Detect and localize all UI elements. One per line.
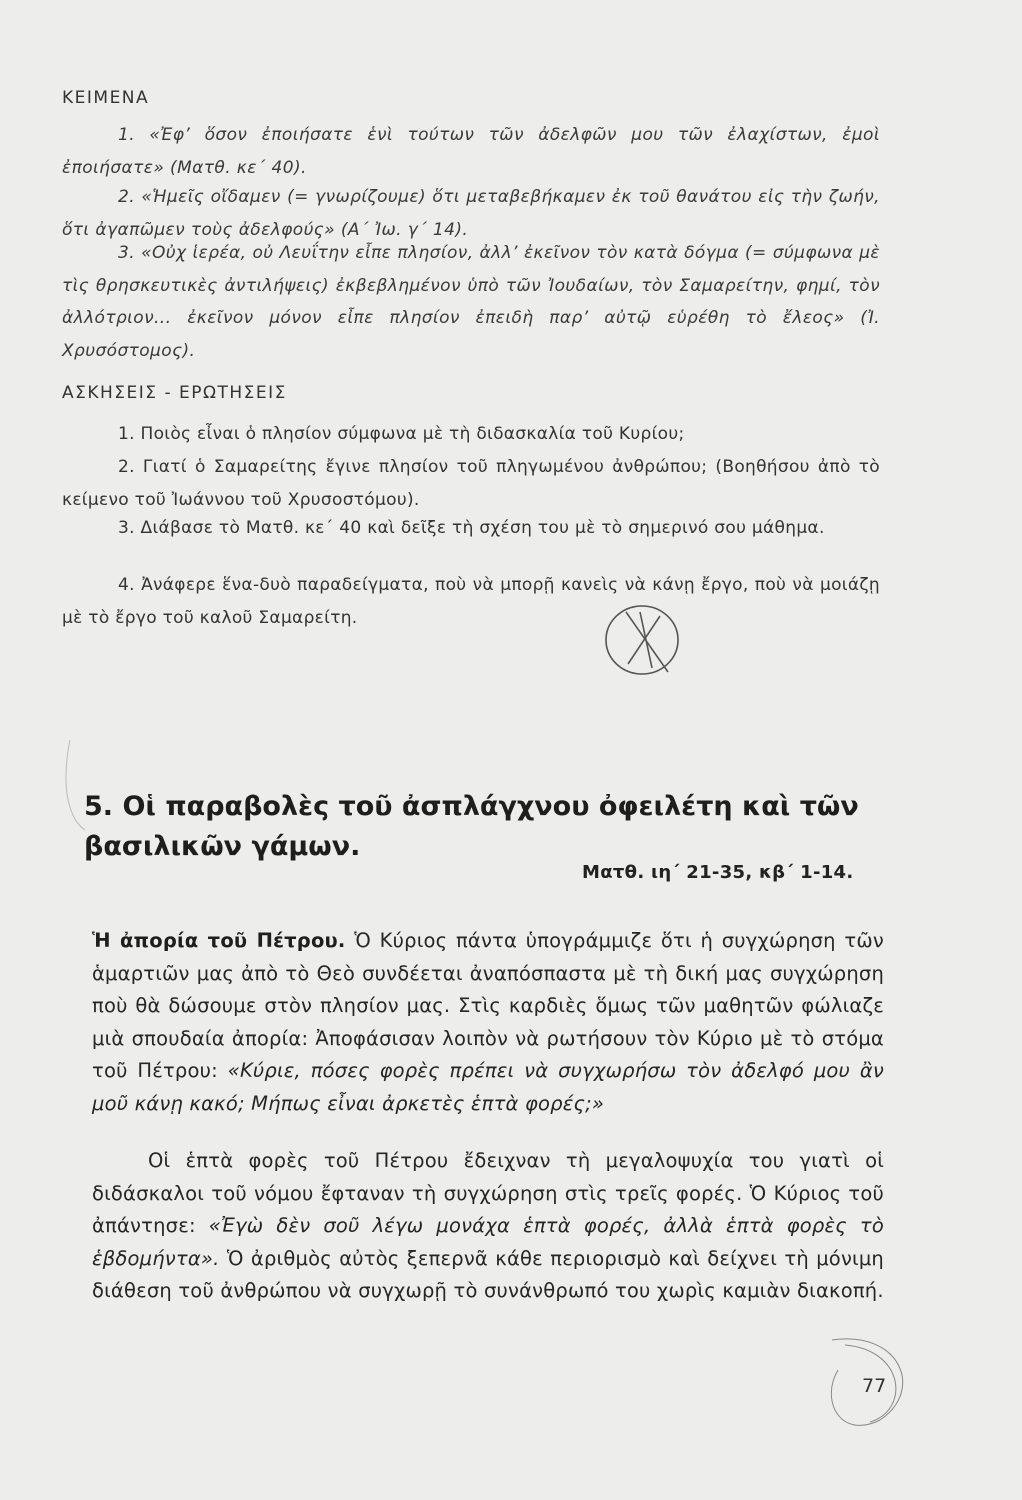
text-item-2: 2. «Ἡμεῖς οἴδαμεν (= γνωρίζουμε) ὅτι μεταβεβήκαμεν ἐκ τοῦ θανάτου εἰς τὴν ζωήν, ὅτι ἀγαπῶμεν τοὺς ἀδελφούς» (Α΄ Ἰω. γ΄ 14). <box>62 187 880 240</box>
exercise-item-3: 3. Διάβασε τὸ Ματθ. κε΄ 40 καὶ δεῖξε τὴ σχέση του μὲ τὸ σημερινό σου μάθημα. <box>118 518 825 538</box>
paragraph-text: Ὁ Κύριος πάντα ὑπογράμμιζε ὅτι ἡ συγχώρηση τῶν ἁμαρτιῶν μας ἀπὸ τὸ Θεὸ συνδέεται ἀναπόσπαστα μὲ τὴ δική μας συγχώρηση ποὺ θὰ δώσουμε στὸν πλησίον μας. Στὶς καρδιὲς ὅμως τῶν μαθητῶν φώλιαζε μιὰ σπουδαία ἀπορία: Ἀποφάσισαν λοιπὸν νὰ ρωτήσουν τὸν Κύριο μὲ τὸ στόμα τοῦ Πέτρου: <box>92 929 884 1082</box>
peter-quote: «Κύριε, πόσες φορὲς πρέπει νὰ συγχωρήσω τὸν ἀδελφό μου ἂν μοῦ κάνῃ κακό; Μήπως εἶναι ἀρκετὲς ἑπτὰ φορές;» <box>92 1059 885 1115</box>
paragraph-text-continued: Ὁ ἀριθμὸς αὐτὸς ξεπερνᾶ κάθε περιορισμὸ καὶ δείχνει τὴ μόνιμη διάθεση τοῦ ἀνθρώπου νὰ συγχωρῇ τὸ συνάνθρωπό του χωρὶς καμιὰν διακοπή. <box>92 1246 884 1302</box>
exercise-item-1: 1. Ποιὸς εἶναι ὁ πλησίον σύμφωνα μὲ τὴ διδασκαλία τοῦ Κυρίου; <box>118 424 685 444</box>
lord-quote: «Ἐγὼ δὲν σοῦ λέγω μονάχα ἑπτὰ φορές, ἀλλὰ ἑπτὰ φορὲς τὸ ἑβδομήντα». <box>92 1214 884 1270</box>
chapter-title: 5. Οἱ παραβολὲς τοῦ ἀσπλάγχνου ὀφειλέτη καὶ τῶν βασιλικῶν γάμων. <box>84 791 859 862</box>
margin-scribble-icon <box>66 740 85 830</box>
paragraph-lead: Ἡ ἀπορία τοῦ Πέτρου. <box>92 929 346 952</box>
exercise-item-4: 4. Ἀνάφερε ἕνα-δυὸ παραδείγματα, ποὺ νὰ μπορῇ κανεὶς νὰ κάνῃ ἔργο, ποὺ νὰ μοιάζῃ μὲ τὸ ἔργο τοῦ καλοῦ Σαμαρείτη. <box>62 575 880 628</box>
paragraph-text: Οἱ ἑπτὰ φορὲς τοῦ Πέτρου ἔδειχναν τὴ μεγαλοψυχία του γιατὶ οἱ διδάσκαλοι τοῦ νόμου ἔφταναν τὴ συγχώρηση στὶς τρεῖς φορές. Ὁ Κύριος τοῦ ἀπάντησε: <box>92 1149 884 1237</box>
exercise-item-2: 2. Γιατί ὁ Σαμαρείτης ἔγινε πλησίον τοῦ πληγωμένου ἀνθρώπου; (Βοηθήσου ἀπὸ τὸ κείμενο τοῦ Ἰωάννου τοῦ Χρυσοστόμου). <box>62 457 880 510</box>
chapter-reference: Ματθ. ιη΄ 21-35, κβ΄ 1-14. <box>582 862 854 883</box>
page-number: 77 <box>862 1375 887 1397</box>
text-item-3: 3. «Οὐχ ἱερέα, οὐ Λευΐτην εἶπε πλησίον, ἀλλ’ ἐκεῖνον τὸν κατὰ δόγμα (= σύμφωνα μὲ τὶς θρησκευτικὲς ἀντιλήψεις) ἐκβεβλημένον ὑπὸ τῶν Ἰουδαίων, τὸν Σαμαρείτην, φημί, τὸν ἀλλότριον... ἐκεῖνον μόνον εἶπε πλησίον ἐπειδὴ παρ’ αὐτῷ εὑρέθη τὸ ἔλεος» (Ἰ. Χρυσόστομος). <box>62 243 880 361</box>
texts-section-heading: ΚΕΙΜΕΝΑ <box>62 88 150 108</box>
text-item-1: 1. «Ἐφ’ ὅσον ἐποιήσατε ἑνὶ τούτων τῶν ἀδελφῶν μου τῶν ἐλαχίστων, ἐμοὶ ἐποιήσατε» (Ματθ. κε΄ 40). <box>62 125 880 178</box>
exercises-section-heading: ΑΣΚΗΣΕΙΣ - ΕΡΩΤΗΣΕΙΣ <box>62 383 287 403</box>
pencil-scribble-icon <box>606 606 678 674</box>
